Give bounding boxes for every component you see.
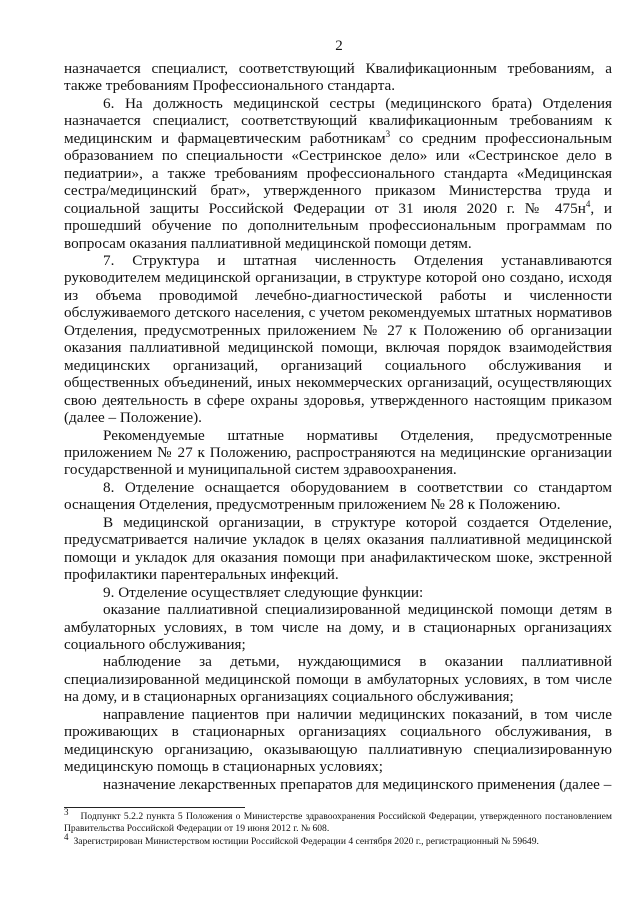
paragraph-kits: В медицинской организации, в структуре которой создается Отделение, предусматривается наличие укладок в целях оказания паллиативной медицинской помощи и укладок для оказания помощи при анафилактическом шоке, экстренной профилактики парентеральных инфекций.	[64, 513, 612, 584]
page-number: 2	[335, 38, 343, 54]
paragraph-item-6	[64, 95, 612, 252]
function-item: направление пациентов при наличии медицинских показаний, в том числе проживающих в стационарных организациях социального обслуживания, в медицинскую организацию, оказывающую паллиативную специализированную медицинскую помощь в стационарных условиях;	[64, 705, 612, 776]
function-item: наблюдение за детьми, нуждающимися в оказании паллиативной специализированной медицинской помощи в амбулаторных условиях, в том числе на дому, и в стационарных организациях социального обслуживания;	[64, 653, 612, 706]
footnote-4	[64, 831, 612, 848]
paragraph-staff-norms: Рекомендуемые штатные нормативы Отделения, предусмотренные приложением № 27 к Положению, распространяются на медицинские организации государственной и муниципальной систем здравоохранения.	[64, 426, 612, 479]
footnote-mark-3: 3	[64, 806, 69, 817]
document-body	[64, 60, 612, 793]
paragraph-item-6-part-c: , и прошедший обучение по дополнительным профессиональным программам по вопросам оказания паллиативной медицинской помощи детям.	[64, 199, 612, 252]
paragraph-item-6-part-b: со средним профессиональным образованием по специальности «Сестринское дело» или «Сестринское дело в педиатрии», а также требованиям профессионального стандарта «Медицинская сестра/медицинский брат», утвержденного приказом Министерства труда и социальной защиты Российской Федерации от 31 июля 2020 г. № 475н	[64, 129, 612, 217]
paragraph-item-7: 7. Структура и штатная численность Отделения устанавливаются руководителем медицинской организации, в структуре которой оно создано, исходя из объема проводимой лечебно-диагностической работы и численности обслуживаемого детского населения, с учетом рекомендуемых штатных нормативов Отделения, предусмотренных приложением № 27 к Положению об организации оказания паллиативной медицинской помощи, включая порядок взаимодействия медицинских организаций, организаций социального обслуживания и общественных объединений, иных некоммерческих организаций, осуществляющих свою деятельность в сфере охраны здоровья, утвержденного настоящим приказом (далее – Положение).	[64, 251, 612, 427]
footnote-4-text: Зарегистрирован Министерством юстиции Российской Федерации 4 сентября 2020 г., регистрационный № 59649.	[73, 835, 539, 847]
paragraph-item-9: 9. Отделение осуществляет следующие функции:	[103, 583, 424, 601]
footnote-mark-4: 4	[64, 831, 69, 842]
function-item: назначение лекарственных препаратов для медицинского применения (далее –	[103, 775, 612, 793]
footnote-ref-4: 4	[585, 198, 591, 209]
footnote-ref-3: 3	[385, 128, 391, 139]
function-item: оказание паллиативной специализированной медицинской помощи детям в амбулаторных условиях, в том числе на дому, и в стационарных организациях социального обслуживания;	[64, 601, 612, 653]
footnote-divider	[64, 807, 245, 808]
paragraph-item-8: 8. Отделение оснащается оборудованием в соответствии со стандартом оснащения Отделения, предусмотренным приложением № 28 к Положению.	[64, 478, 612, 514]
footnote-3-text: Подпункт 5.2.2 пункта 5 Положения о Министерстве здравоохранения Российской Федерации, утвержденного постановлением Правительства Российской Федерации от 19 июня 2012 г. № 608.	[64, 811, 612, 835]
paragraph-item-6-part-a: 6. На должность медицинской сестры (медицинского брата) Отделения назначается специалист, соответствующий квалификационным требованиям к медицинским и фармацевтическим работникам	[64, 94, 612, 147]
footnote-3	[64, 806, 612, 836]
footnotes	[64, 806, 612, 848]
paragraph-continuation: назначается специалист, соответствующий Квалификационным требованиям, а также требованиям Профессионального стандарта.	[64, 60, 612, 95]
